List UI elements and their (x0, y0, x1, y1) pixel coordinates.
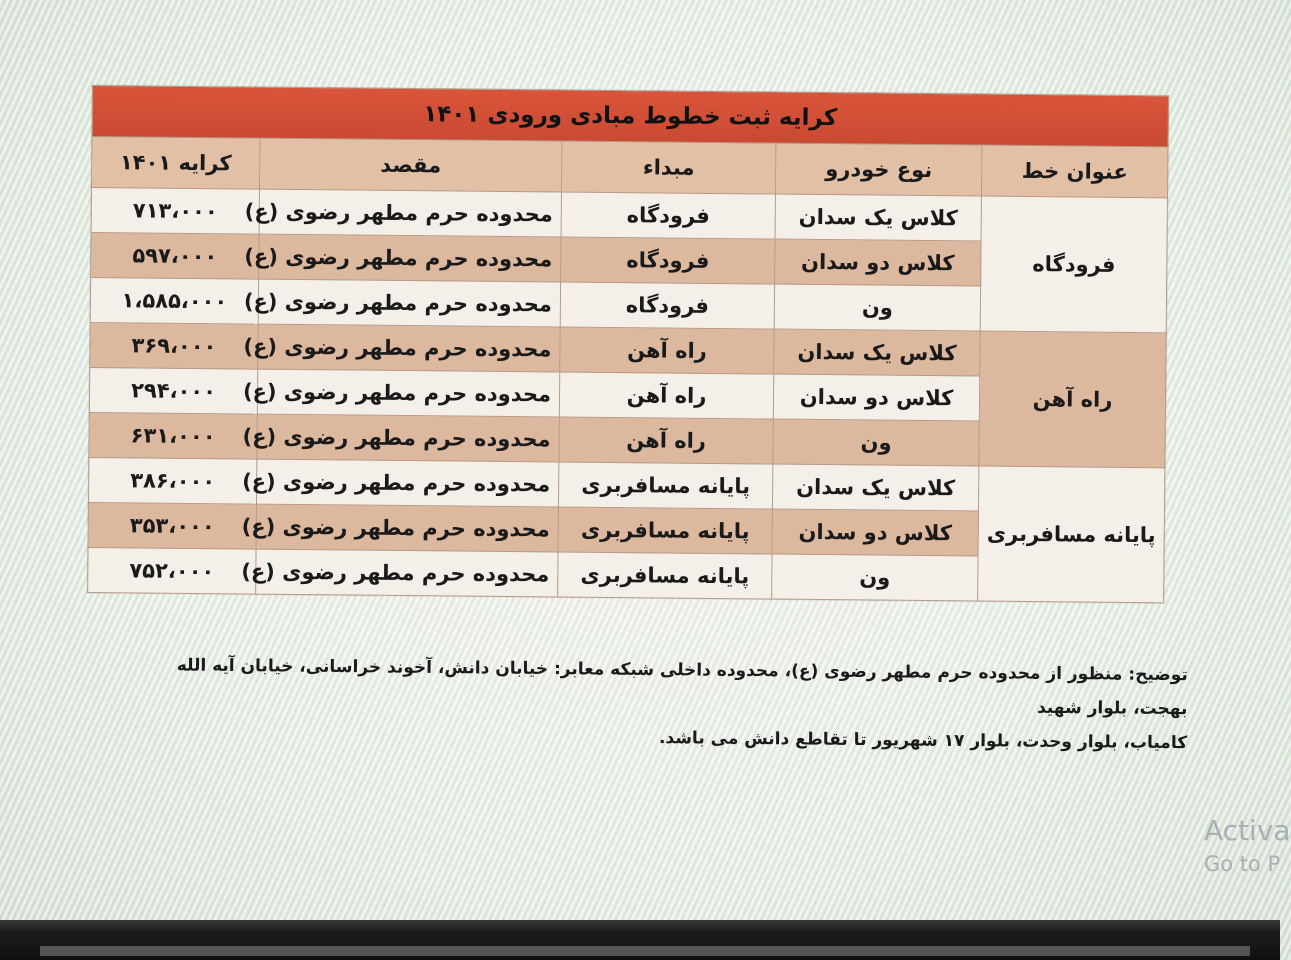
destination-cell: محدوده حرم مطهر رضوی (ع) (256, 549, 558, 597)
destination-cell: محدوده حرم مطهر رضوی (ع) (258, 324, 560, 372)
group-line-title-railway: راه آهن (979, 331, 1166, 468)
vehicle-type-cell: ون (774, 284, 980, 331)
explanation-note (127, 648, 1188, 760)
header-line-title: عنوان خط (981, 145, 1167, 198)
group-line-title-airport: فرودگاه (980, 196, 1167, 333)
fare-cell: ۲۹۴،۰۰۰ (89, 367, 257, 414)
watermark-line-2: Go to P (1204, 852, 1281, 876)
header-vehicle-type: نوع خودرو (776, 143, 982, 196)
vehicle-type-cell: کلاس دو سدان (772, 509, 978, 556)
header-destination: مقصد (260, 138, 562, 192)
header-origin: مبداء (562, 141, 776, 194)
watermark-line-1: Activa (1204, 814, 1291, 847)
origin-cell: فرودگاه (561, 192, 775, 239)
bezel-highlight (40, 946, 1250, 956)
monitor-bezel (0, 920, 1280, 960)
vehicle-type-cell: کلاس یک سدان (775, 194, 981, 241)
destination-cell: محدوده حرم مطهر رضوی (ع) (257, 369, 559, 417)
header-fare: کرایه ۱۴۰۱ (92, 137, 260, 190)
fare-cell: ۵۹۷،۰۰۰ (91, 232, 259, 279)
fare-cell: ۷۱۳،۰۰۰ (91, 188, 259, 235)
vehicle-type-cell: کلاس دو سدان (773, 374, 979, 421)
vehicle-type-cell: ون (772, 554, 978, 601)
table-title: کرایه ثبت خطوط مبادی ورودی ۱۴۰۱ (92, 86, 1168, 147)
origin-cell: فرودگاه (561, 237, 775, 284)
vehicle-type-cell: ون (773, 419, 979, 466)
group-line-title-terminal: پایانه مسافربری (978, 466, 1165, 603)
vehicle-type-cell: کلاس یک سدان (774, 329, 980, 376)
destination-cell: محدوده حرم مطهر رضوی (ع) (257, 459, 559, 507)
origin-cell: پایانه مسافربری (558, 552, 772, 599)
destination-cell: محدوده حرم مطهر رضوی (ع) (259, 234, 561, 282)
vehicle-type-cell: کلاس یک سدان (772, 464, 978, 511)
destination-cell: محدوده حرم مطهر رضوی (ع) (256, 504, 558, 552)
fare-table (87, 85, 1169, 603)
fare-cell: ۳۵۳،۰۰۰ (88, 502, 256, 549)
fare-cell: ۶۳۱،۰۰۰ (89, 412, 257, 459)
fare-table-container (87, 85, 1168, 603)
origin-cell: راه آهن (559, 417, 773, 464)
origin-cell: راه آهن (560, 327, 774, 374)
windows-activation-watermark (1204, 812, 1291, 878)
fare-cell: ۷۵۲،۰۰۰ (88, 547, 256, 594)
note-line-1: توضیح: منظور از محدوده حرم مطهر رضوی (ع)، محدوده داخلی شبکه معابر: خیابان دانش، آخوند خراسانی، خیابان آیه الله بهجت، بلوار شهید (176, 655, 1188, 720)
vehicle-type-cell: کلاس دو سدان (775, 239, 981, 286)
fare-cell: ۳۶۹،۰۰۰ (90, 322, 258, 369)
origin-cell: پایانه مسافربری (558, 462, 772, 509)
fare-cell: ۳۸۶،۰۰۰ (88, 457, 256, 504)
destination-cell: محدوده حرم مطهر رضوی (ع) (258, 279, 560, 327)
origin-cell: پایانه مسافربری (558, 507, 772, 554)
destination-cell: محدوده حرم مطهر رضوی (ع) (259, 189, 561, 237)
origin-cell: فرودگاه (560, 282, 774, 329)
origin-cell: راه آهن (559, 372, 773, 419)
fare-cell: ۱،۵۸۵،۰۰۰ (90, 277, 258, 324)
note-line-2: کامیاب، بلوار وحدت، بلوار ۱۷ شهریور تا تقاطع دانش می باشد. (658, 728, 1188, 754)
destination-cell: محدوده حرم مطهر رضوی (ع) (257, 414, 559, 462)
